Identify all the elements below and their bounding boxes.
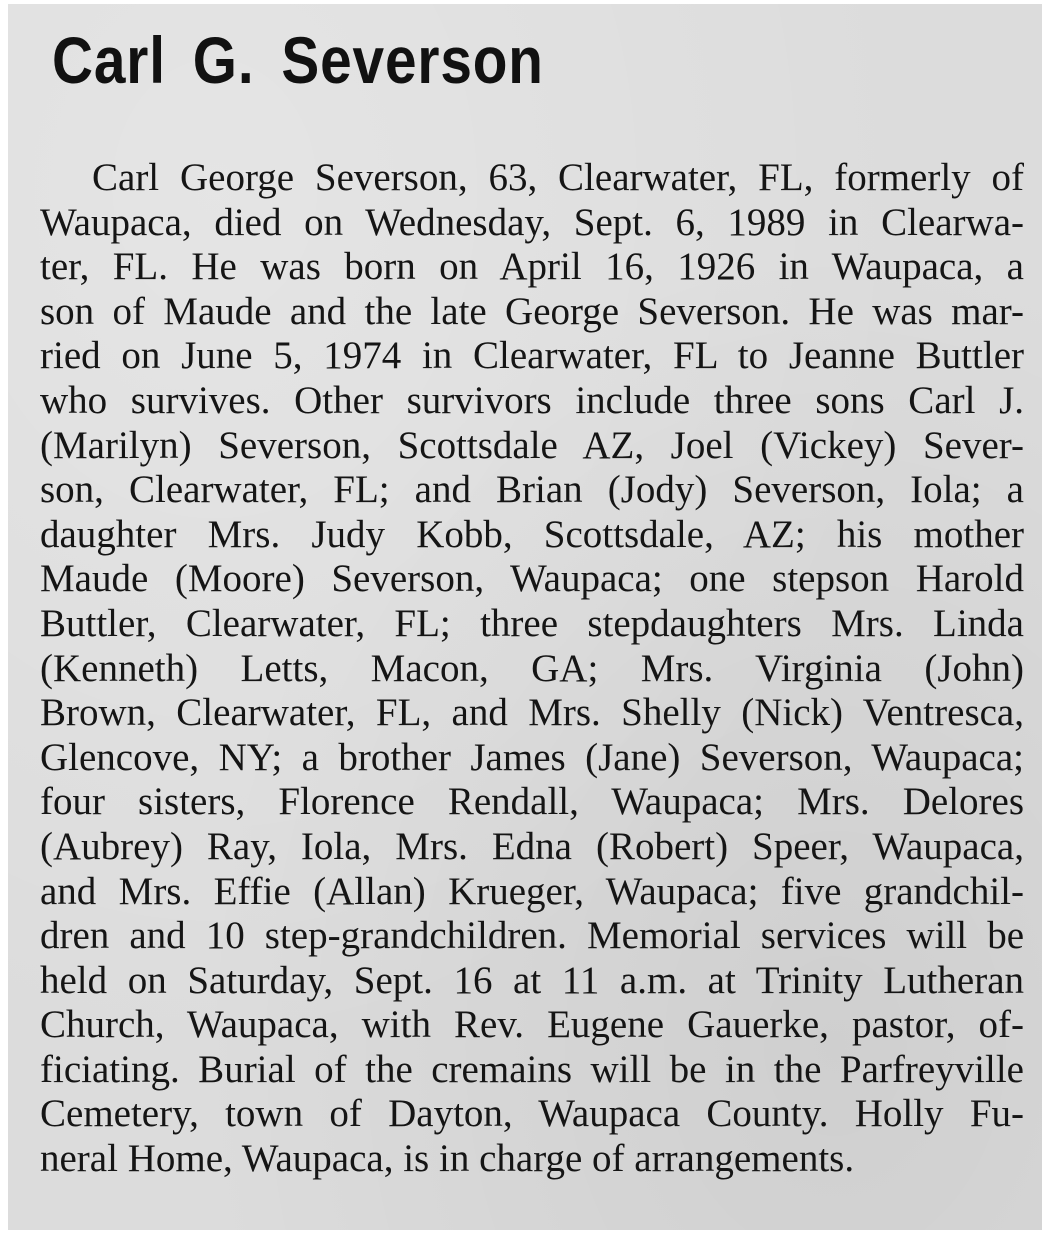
body-line: Church, Waupaca, with Rev. Eugene Gauerke, pastor, of- [40, 1003, 1024, 1047]
body-line: daughter Mrs. Judy Kobb, Scottsdale, AZ; his mother [40, 512, 1024, 556]
body-line: (Kenneth) Letts, Macon, GA; Mrs. Virginia (John) [40, 646, 1024, 690]
body-line: held on Saturday, Sept. 16 at 11 a.m. at Trinity Lutheran [40, 958, 1024, 1002]
obituary-body [40, 156, 1024, 1182]
body-line: ficiating. Burial of the cremains will be in the Parfreyville [40, 1047, 1024, 1091]
newspaper-clipping [8, 4, 1042, 1230]
body-line: four sisters, Florence Rendall, Waupaca; Mrs. Delores [40, 780, 1024, 824]
body-line: son, Clearwater, FL; and Brian (Jody) Severson, Iola; a [40, 468, 1024, 512]
body-line: Buttler, Clearwater, FL; three stepdaughters Mrs. Linda [40, 601, 1024, 645]
body-line: Carl George Severson, 63, Clearwater, FL, formerly of [92, 156, 1024, 199]
body-line: Brown, Clearwater, FL, and Mrs. Shelly (Nick) Ventresca, [40, 691, 1024, 735]
body-line: ter, FL. He was born on April 16, 1926 in Waupaca, a [40, 245, 1024, 289]
body-line: neral Home, Waupaca, is in charge of arrangements. [40, 1137, 855, 1181]
body-line: who survives. Other survivors include three sons Carl J. [40, 378, 1024, 422]
body-line: Maude (Moore) Severson, Waupaca; one stepson Harold [40, 557, 1024, 601]
body-line: (Marilyn) Severson, Scottsdale AZ, Joel (Vickey) Sever- [40, 423, 1024, 467]
body-line: Waupaca, died on Wednesday, Sept. 6, 1989 in Clearwa- [40, 200, 1024, 244]
body-line: Cemetery, town of Dayton, Waupaca County. Holly Fu- [40, 1092, 1024, 1136]
body-line: son of Maude and the late George Severson. He was mar- [40, 289, 1024, 333]
body-line: Glencove, NY; a brother James (Jane) Severson, Waupaca; [40, 735, 1024, 779]
obituary-headline: Carl G. Severson [52, 23, 544, 97]
body-line: ried on June 5, 1974 in Clearwater, FL to Jeanne Buttler [40, 334, 1024, 378]
body-line: dren and 10 step-grandchildren. Memorial services will be [40, 914, 1024, 958]
body-line: (Aubrey) Ray, Iola, Mrs. Edna (Robert) Speer, Waupaca, [40, 824, 1024, 868]
body-line: and Mrs. Effie (Allan) Krueger, Waupaca; five grandchil- [40, 869, 1024, 913]
